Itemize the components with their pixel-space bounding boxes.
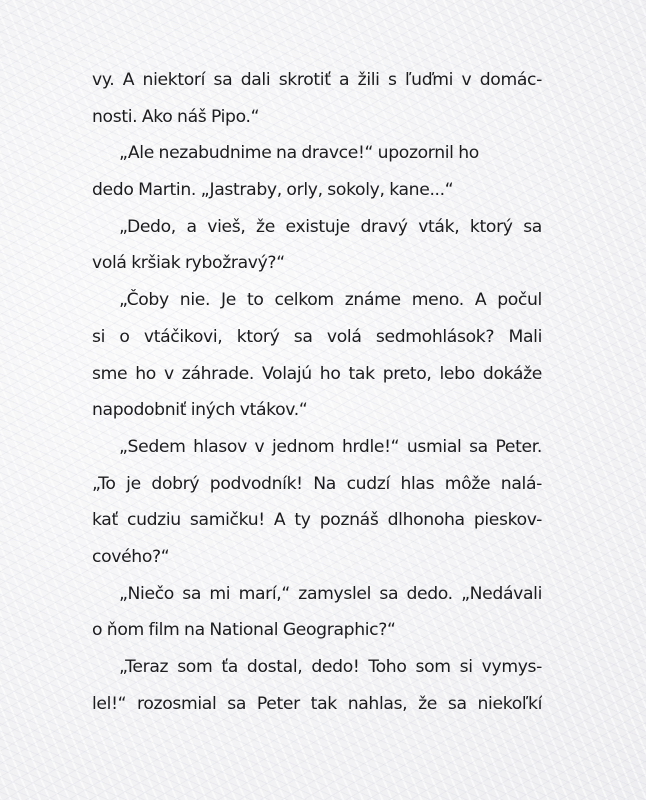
text-line: lel!“ rozosmial sa Peter tak nahlas, že sa niekoľkí	[92, 693, 542, 714]
text-line: „Sedem hlasov v jednom hrdle!“ usmial sa Peter.	[119, 436, 542, 457]
text-line: nosti. Ako náš Pipo.“	[92, 106, 260, 127]
text-line: dedo Martin. „Jastraby, orly, sokoly, kane...“	[92, 180, 454, 201]
text-line: sme ho v záhrade. Volajú ho tak preto, lebo dokáže	[92, 363, 542, 384]
text-line: „Ale nezabudnime na dravce!“ upozornil ho	[119, 143, 479, 164]
text-line: „Teraz som ťa dostal, dedo! Toho som si vymys-	[119, 657, 542, 677]
text-line: napodobniť iných vtákov.“	[92, 400, 308, 421]
text-line: kať cudziu samičku! A ty poznáš dlhonoha pieskov-	[92, 510, 542, 531]
text-line: vy. A niektorí sa dali skrotiť a žili s ľuďmi v domác-	[92, 70, 542, 90]
text-line: „Čoby nie. Je to celkom známe meno. A počul	[119, 290, 542, 311]
text-line: cového?“	[92, 546, 170, 567]
page-text	[92, 62, 542, 722]
text-line: „Niečo sa mi marí,“ zamyslel sa dedo. „Nedávali	[119, 583, 542, 604]
text-line: si o vtáčikovi, ktorý sa volá sedmohlások? Mali	[92, 326, 542, 347]
text-line: „Dedo, a vieš, že existuje dravý vták, ktorý sa	[119, 216, 542, 237]
text-line: volá kršiak rybožravý?“	[92, 253, 285, 274]
text-line: „To je dobrý podvodník! Na cudzí hlas môže nalá-	[92, 473, 542, 494]
text-line: o ňom film na National Geographic?“	[92, 620, 396, 641]
